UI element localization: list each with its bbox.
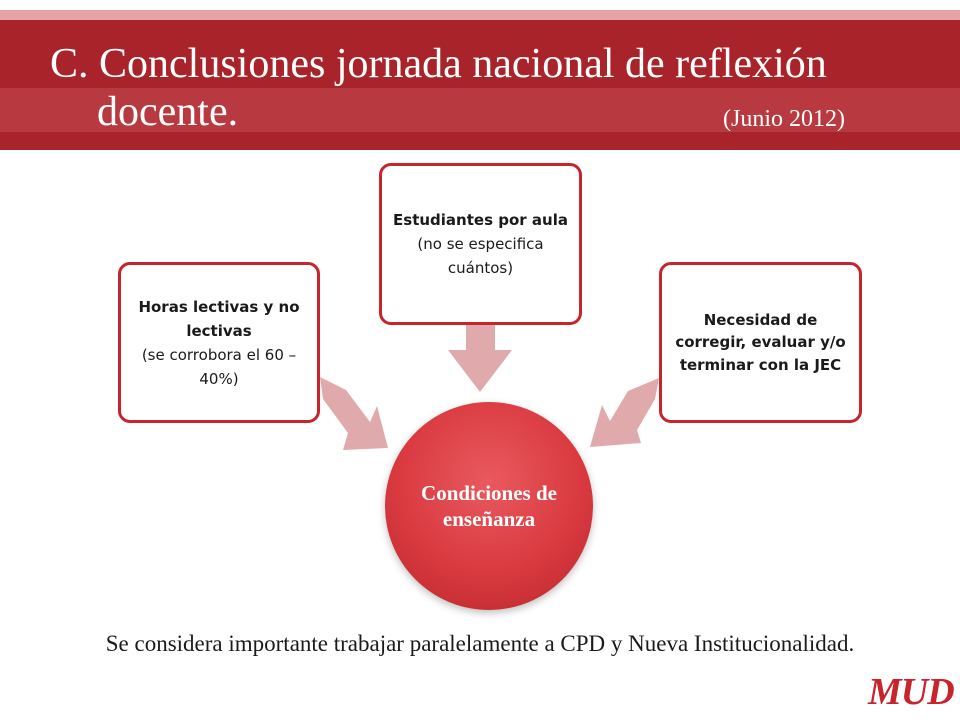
node-estudiantes-note: (no se especifica cuántos): [417, 235, 544, 277]
node-horas-lectivas-note: (se corrobora el 60 – 40%): [141, 345, 297, 388]
node-horas-lectivas-title: Horas lectivas y no lectivas: [138, 297, 300, 340]
arrow-from-right: [590, 378, 659, 447]
slide-title-line1: C. Conclusiones jornada nacional de reflexión: [50, 41, 827, 87]
center-node-label: Condiciones de enseñanza: [421, 480, 557, 531]
node-horas-lectivas: [118, 262, 320, 423]
node-estudiantes-title: Estudiantes por aula: [393, 211, 568, 229]
node-necesidad-title: Necesidad de corregir, evaluar y/o terminar con la JEC: [675, 310, 846, 374]
arrow-from-top: [448, 325, 512, 392]
footer-note: Se considera importante trabajar paralelamente a CPD y Nueva Institucionalidad.: [105, 631, 855, 656]
slide-title-date: (Junio 2012): [723, 106, 845, 132]
slide-title-line2: docente.: [97, 89, 239, 135]
mud-logo: MUD: [868, 671, 954, 713]
center-node-condiciones: [385, 402, 593, 610]
arrow-from-left: [320, 377, 388, 450]
node-estudiantes-por-aula: [379, 163, 582, 325]
node-necesidad-jec: [659, 262, 862, 423]
